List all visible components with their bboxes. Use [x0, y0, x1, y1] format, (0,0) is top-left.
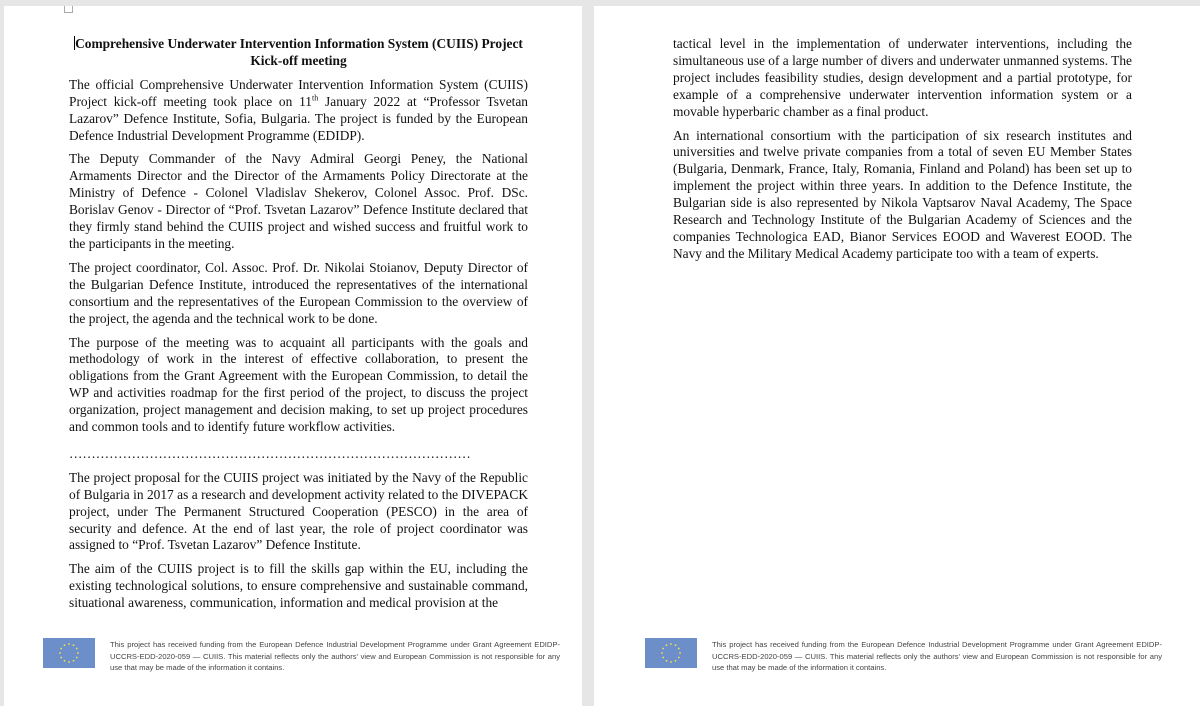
eu-flag-icon	[43, 638, 95, 668]
funding-disclaimer: This project has received funding from the European Defence Industrial Development Programme under Grant Agreement EDIDP-UCCRS-EDD-2020-059 — CUIIS. This material reflects only the authors' view and European Commission is not responsible for any use that may be made of the information it contains.	[110, 640, 560, 672]
flag-star	[59, 652, 61, 654]
flag-star	[68, 661, 70, 663]
paragraph: The Deputy Commander of the Navy Admiral Georgi Peney, the National Armaments Director and the Director of the Armaments Policy Directorate at the Ministry of Defence - Colonel Vladislav Shekerov, Colonel Assoc. Prof. DSc. Borislav Genov - Director of “Prof. Tsvetan Lazarov” Defence Institute declared that they firmly stand behind the CUIIS project and wished success and fruitful work to the participants in the meeting.	[69, 151, 528, 251]
flag-star	[661, 652, 663, 654]
page-body[interactable]	[673, 36, 1132, 270]
text: The official Comprehensive Underwater Intervention Information System (CUIIS) Project kick-off meeting took place on 11	[69, 76, 528, 109]
text: January 2022 at “Professor Tsvetan Lazarov” Defence Institute, Sofia, Bulgaria. The project is funded by the European Defence Industrial Development Programme (EDIDP).	[69, 93, 529, 143]
flag-star	[670, 643, 672, 645]
margin-marker	[64, 6, 73, 13]
document-page-2[interactable]	[594, 6, 1200, 706]
flag-star	[77, 652, 79, 654]
flag-star	[675, 660, 677, 662]
flag-star	[678, 657, 680, 659]
flag-star	[76, 648, 78, 650]
document-title	[69, 36, 528, 70]
separator-dots: ………………………………………………………………………………	[69, 445, 471, 461]
paragraph: The project coordinator, Col. Assoc. Prof. Dr. Nikolai Stoianov, Deputy Director of the Bulgarian Defence Institute, introduced the representatives of the international consortium and the representatives of the European Commission to the overview of the project, the agenda and the technical work to be done.	[69, 259, 528, 326]
flag-star	[64, 660, 66, 662]
flag-star	[662, 648, 664, 650]
flag-star	[662, 657, 664, 659]
page-body[interactable]	[69, 36, 528, 619]
flag-star	[76, 657, 78, 659]
eu-flag-icon	[645, 638, 697, 668]
document-page-1[interactable]	[4, 6, 582, 706]
flag-star	[60, 648, 62, 650]
paragraph: The aim of the CUIIS project is to fill the skills gap within the EU, including the existing technological solutions, to ensure comprehensive and sustainable command, situational awareness, communication, information and medical provision at the	[69, 561, 528, 611]
flag-star	[666, 660, 668, 662]
paragraph: An international consortium with the participation of six research institutes and universities and twelve private companies from a total of seven EU Member States (Bulgaria, Denmark, France, Italy, Romania, Finland and Poland) has been set up to implement the project within three years. In addition to the Defence Institute, the Bulgarian side is also represented by Nikola Vaptsarov Naval Academy, The Space Research and Technology Institute of the Bulgarian Academy of Sciences and the companies Technologica EAD, Bianor Services EOOD and Waverest EOOD. The Navy and the Military Medical Academy participate too with a team of experts.	[673, 127, 1132, 261]
flag-star	[73, 644, 75, 646]
superscript: th	[312, 93, 319, 103]
flag-star	[675, 644, 677, 646]
flag-star	[670, 661, 672, 663]
flag-star	[68, 643, 70, 645]
flag-star	[64, 644, 66, 646]
paragraph: The purpose of the meeting was to acquaint all participants with the goals and methodology of work in the interest of effective collaboration, to present the obligations from the Grant Agreement with the European Commission, to detail the WP and activities roadmap for the first period of the project, to discuss the project organization, project management and decision making, to set up project procedures and common tools and to identify future workflow activities.	[69, 334, 528, 435]
flag-star	[60, 657, 62, 659]
flag-star	[73, 660, 75, 662]
flag-star	[666, 644, 668, 646]
flag-star	[679, 652, 681, 654]
flag-star	[678, 648, 680, 650]
paragraph: tactical level in the implementation of underwater interventions, including the simultaneous use of a large number of divers and underwater unmanned systems. The project includes feasibility studies, design development and a partial prototype, for example of a comprehensive underwater intervention information system or a movable hyperbaric chamber as a final product.	[673, 36, 1132, 119]
paragraph	[69, 77, 528, 145]
title-text: Comprehensive Underwater Intervention Information System (CUIIS) Project Kick-off meeting	[75, 36, 523, 68]
paragraph: The project proposal for the CUIIS project was initiated by the Navy of the Republic of Bulgaria in 2017 as a research and development activity related to the DIVEPACK project, under The Permanent Structured Cooperation (PESCO) in the area of security and defence. At the end of last year, the role of project coordinator was assigned to “Prof. Tsvetan Lazarov” Defence Institute.	[69, 469, 528, 553]
funding-disclaimer: This project has received funding from the European Defence Industrial Development Programme under Grant Agreement EDIDP-UCCRS-EDD-2020-059 — CUIIS. This material reflects only the authors' view and European Commission is not responsible for any use that may be made of the information it contains.	[712, 640, 1162, 672]
